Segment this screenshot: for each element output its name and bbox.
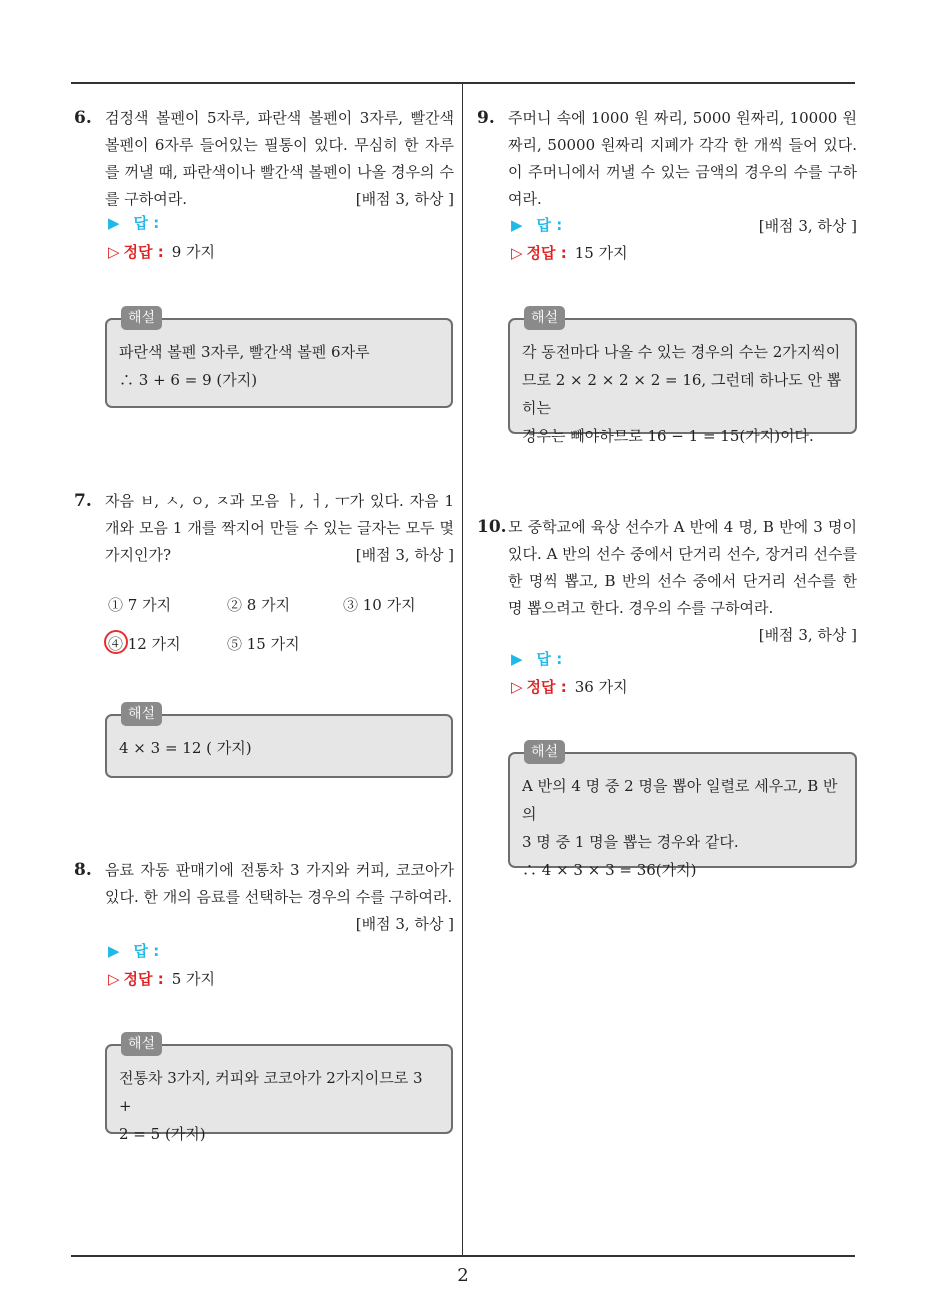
answer-line — [511, 648, 562, 669]
choice-1[interactable]: ① 7 가지 — [108, 596, 172, 614]
correct-answer-line — [511, 676, 628, 697]
question-text: 검정색 볼펜이 5자루, 파란색 볼펜이 3자루, 빨간색 볼펜이 6자루 들어있는 필통이 있다. 무심히 한 자루를 꺼낼 때, 파란색이나 빨간색 볼펜이 나올 경우의 수를 구하여라. — [105, 109, 454, 208]
choice-3[interactable]: ③ 10 가지 — [343, 596, 416, 614]
question-8 — [74, 857, 454, 938]
explanation-box — [105, 1036, 453, 1143]
question-number: 7. — [74, 491, 92, 511]
choice-5[interactable]: ⑤ 15 가지 — [227, 635, 300, 653]
question-number: 10. — [477, 517, 507, 537]
choice-4[interactable]: ④ 12 가지 — [108, 635, 181, 653]
triangle-outline-icon: ▷ — [108, 970, 120, 988]
explanation-line: A 반의 4 명 중 2 명을 뽑아 일렬로 세우고, B 반의 — [522, 777, 838, 823]
correct-answer-value: 9 가지 — [171, 243, 216, 261]
explanation-tag: 해설 — [121, 702, 162, 726]
question-7 — [74, 488, 454, 569]
explanation-line: 4 × 3 = 12 ( 가지) — [119, 739, 252, 757]
correct-label: 정답 : — [123, 243, 164, 261]
score-tag: [배점 3, 하상 ] — [355, 915, 454, 933]
question-number: 8. — [74, 860, 92, 880]
play-icon: ▶ — [108, 942, 120, 960]
explanation-tag: 해설 — [524, 306, 565, 330]
selected-answer-circle — [104, 630, 128, 654]
score-tag: [배점 3, 하상 ] — [758, 217, 857, 235]
explanation-tag: 해설 — [121, 306, 162, 330]
explanation-line: 전통차 3가지, 커피와 코코아가 2가지이므로 3 + — [119, 1069, 423, 1115]
triangle-outline-icon: ▷ — [108, 243, 120, 261]
answer-line — [108, 940, 159, 961]
answer-label: 답 : — [133, 942, 160, 960]
score-tag: [배점 3, 하상 ] — [355, 190, 454, 208]
question-text: 주머니 속에 1000 원 짜리, 5000 원짜리, 10000 원짜리, 50000 원짜리 지폐가 각각 한 개씩 들어 있다. 이 주머니에서 꺼낼 수 있는 금액의 경우의 수를 구하여라. — [508, 109, 857, 208]
correct-answer-value: 36 가지 — [574, 678, 628, 696]
correct-label: 정답 : — [526, 678, 567, 696]
question-6 — [74, 105, 454, 213]
correct-answer-line — [108, 241, 215, 262]
explanation-line: ∴ 3 + 6 = 9 (가지) — [119, 371, 258, 389]
triangle-outline-icon: ▷ — [511, 244, 523, 262]
explanation-box — [508, 310, 857, 445]
explanation-box — [508, 744, 857, 879]
question-text: 모 중학교에 육상 선수가 A 반에 4 명, B 반에 3 명이 있다. A 반의 선수 중에서 단거리 선수, 장거리 선수를 한 명씩 뽑고, B 반의 선수 중에서 단거리 선수를 한 명 뽑으려고 한다. 경우의 수를 구하여라. — [508, 518, 857, 617]
play-icon: ▶ — [511, 650, 523, 668]
explanation-box — [105, 310, 453, 408]
explanation-line: 3 명 중 1 명을 뽑는 경우와 같다. — [522, 833, 739, 851]
correct-answer-line — [108, 968, 215, 989]
bottom-rule — [71, 1255, 855, 1257]
correct-answer-value: 5 가지 — [171, 970, 216, 988]
answer-label: 답 : — [133, 214, 160, 232]
correct-answer-value: 15 가지 — [574, 244, 628, 262]
answer-line — [511, 214, 562, 235]
correct-label: 정답 : — [123, 970, 164, 988]
answer-label: 답 : — [536, 650, 563, 668]
question-number: 9. — [477, 108, 495, 128]
explanation-line: 므로 2 × 2 × 2 × 2 = 16, 그런데 하나도 안 뽑히는 — [522, 371, 842, 417]
triangle-outline-icon: ▷ — [511, 678, 523, 696]
explanation-line: 2 = 5 (가지) — [119, 1125, 206, 1143]
explanation-tag: 해설 — [524, 740, 565, 764]
explanation-line: 경우는 빼야하므로 16 − 1 = 15(가지)이다. — [522, 427, 814, 445]
question-number: 6. — [74, 108, 92, 128]
question-10 — [477, 514, 857, 649]
answer-line — [108, 212, 159, 233]
score-tag: [배점 3, 하상 ] — [355, 546, 454, 564]
explanation-line: 각 동전마다 나올 수 있는 경우의 수는 2가지씩이 — [522, 343, 841, 361]
play-icon: ▶ — [108, 214, 120, 232]
explanation-tag: 해설 — [121, 1032, 162, 1056]
explanation-line: 파란색 볼펜 3자루, 빨간색 볼펜 6자루 — [119, 343, 370, 361]
question-text: 자음 ㅂ, ㅅ, ㅇ, ㅈ과 모음 ㅏ, ㅓ, ㅜ가 있다. 자음 1 개와 모음 1 개를 짝지어 만들 수 있는 글자는 모두 몇 가지인가? — [105, 492, 454, 564]
top-rule — [71, 82, 855, 84]
correct-label: 정답 : — [526, 244, 567, 262]
choice-2[interactable]: ② 8 가지 — [227, 596, 291, 614]
score-tag: [배점 3, 하상 ] — [758, 626, 857, 644]
correct-answer-line — [511, 242, 628, 263]
page-number: 2 — [457, 1265, 469, 1286]
question-text: 음료 자동 판매기에 전통차 3 가지와 커피, 코코아가 있다. 한 개의 음료를 선택하는 경우의 수를 구하여라. — [105, 861, 454, 906]
play-icon: ▶ — [511, 216, 523, 234]
explanation-line: ∴ 4 × 3 × 3 = 36(가지) — [522, 861, 697, 879]
explanation-box — [105, 706, 453, 778]
answer-label: 답 : — [536, 216, 563, 234]
column-divider — [462, 83, 463, 1256]
